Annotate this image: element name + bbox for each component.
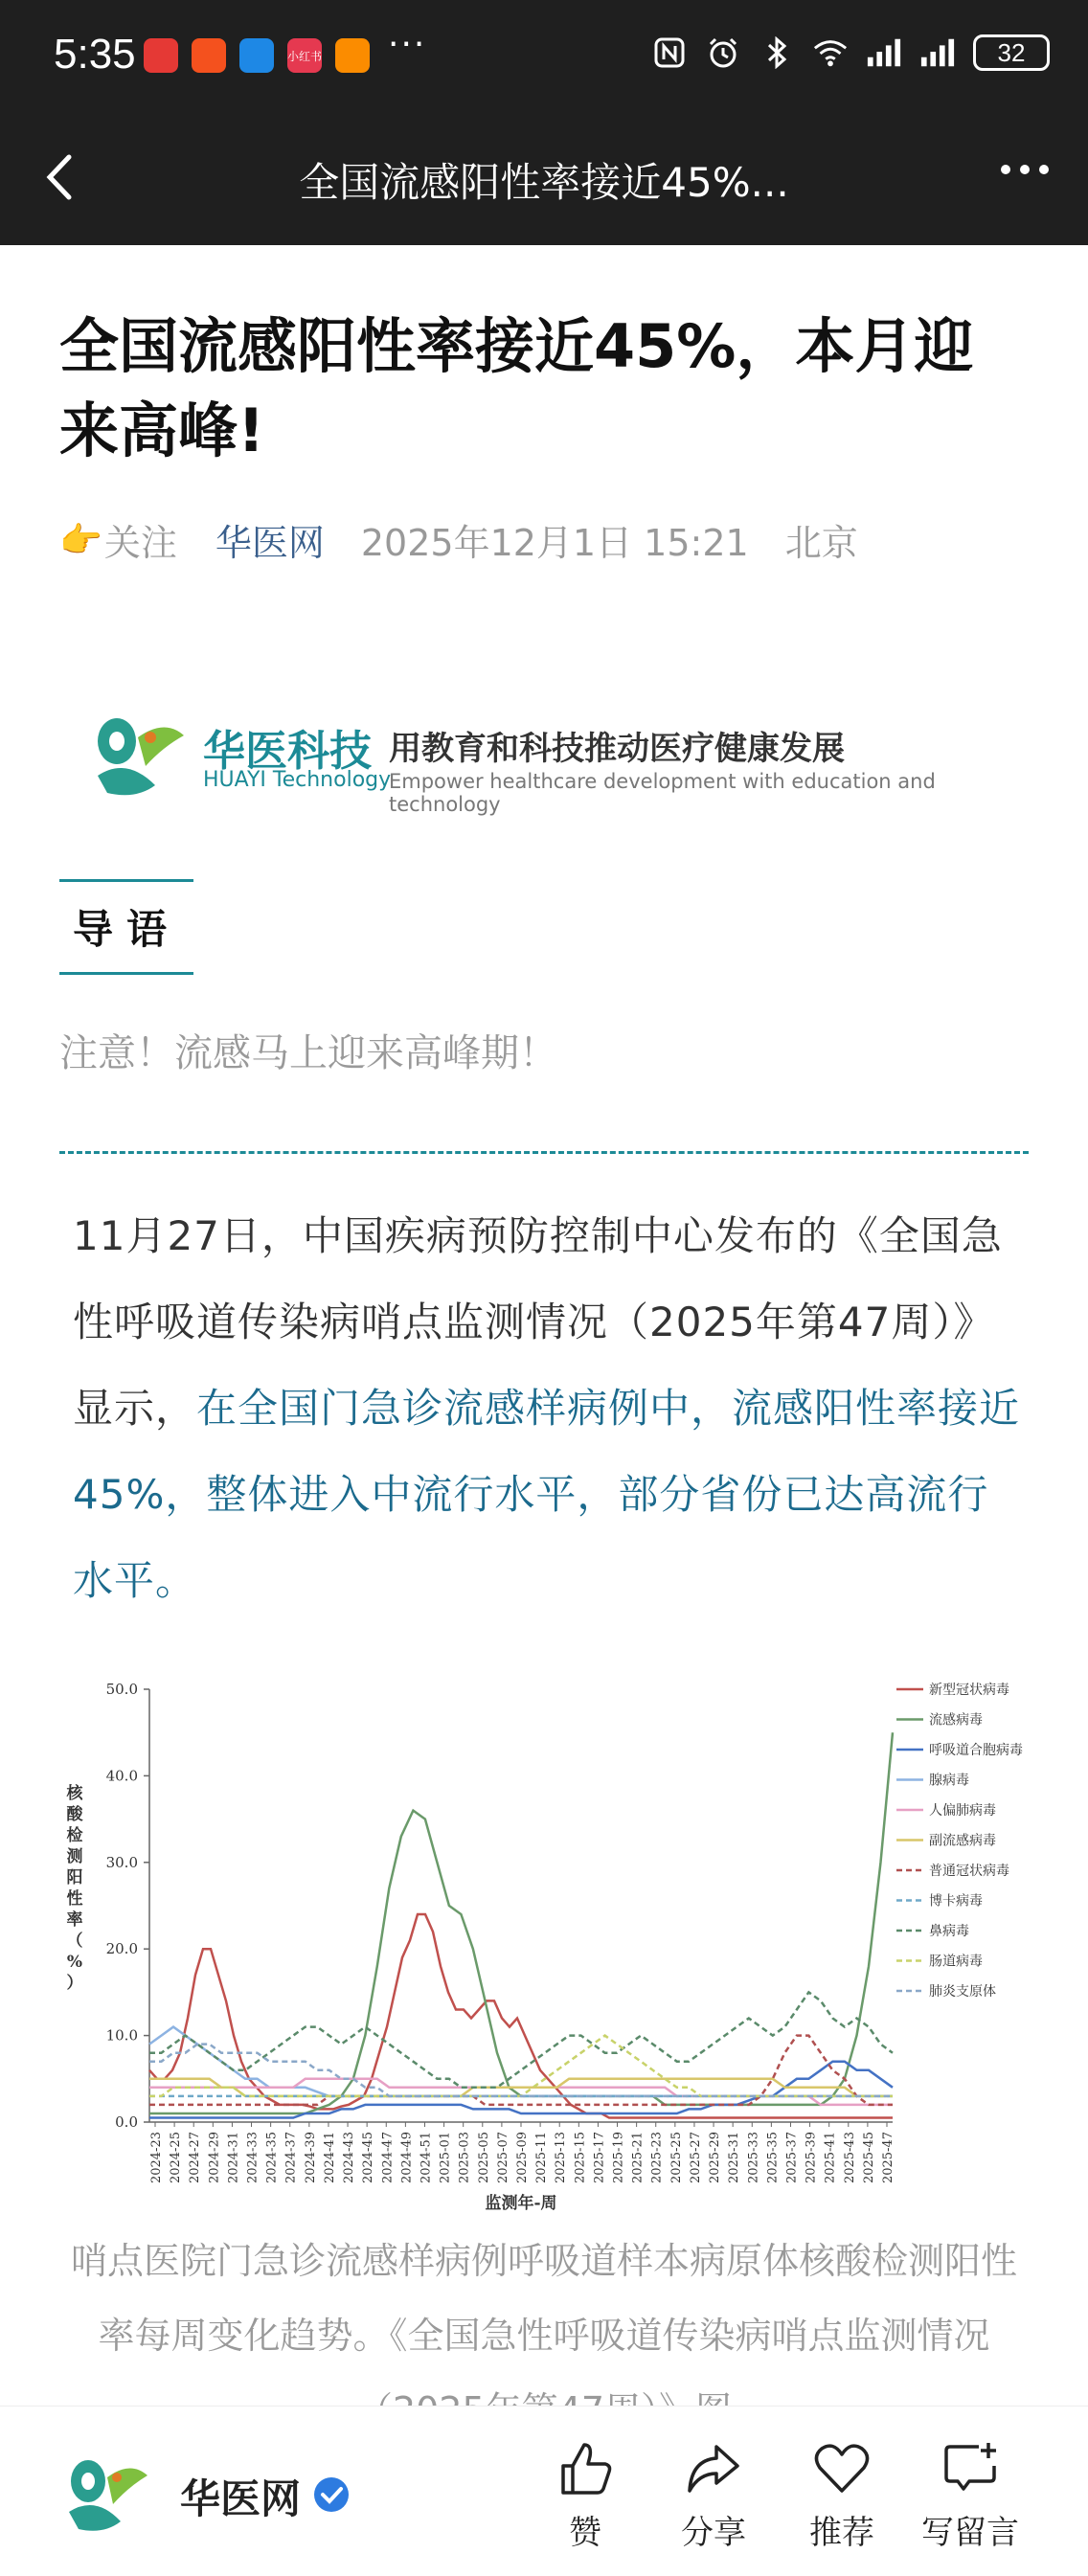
x-tick-label: 2025-35 xyxy=(765,2132,781,2184)
back-arrow-icon xyxy=(29,144,96,211)
legend-label: 博卡病毒 xyxy=(929,1893,983,1909)
alarm-icon xyxy=(705,34,741,71)
legend-label: 普通冠状病毒 xyxy=(929,1864,1009,1879)
chart-caption: 哨点医院门急诊流感样病例呼吸道样本病原体核酸检测阳性率每周变化趋势。《全国急性呼吸道传染病哨点监测情况 xyxy=(70,2240,1017,2357)
slogan-cn: 用教育和科技推动医疗健康发展 xyxy=(389,730,845,768)
x-tick-label: 2025-11 xyxy=(534,2132,550,2184)
legend-label: 鼻病毒 xyxy=(929,1924,969,1939)
article-title: 全国流感阳性率接近45%，本月迎来高峰! xyxy=(59,311,974,465)
top-nav-bar xyxy=(0,113,1088,245)
blue-app-icon xyxy=(239,38,274,73)
signal-icon-1 xyxy=(866,34,902,71)
x-tick-label: 2024-31 xyxy=(226,2132,241,2184)
x-axis-label: 监测年-周 xyxy=(485,2194,557,2213)
x-tick-label: 2025-33 xyxy=(746,2132,761,2184)
dashed-divider xyxy=(59,1151,1029,1154)
x-tick-label: 2025-05 xyxy=(476,2132,491,2184)
thumbs-up-icon xyxy=(555,2439,615,2498)
x-tick-label: 2025-07 xyxy=(495,2132,510,2184)
x-tick-label: 2025-03 xyxy=(457,2132,472,2184)
y-axis-label-char: 率 xyxy=(66,1910,83,1930)
orange-app-icon xyxy=(192,38,226,73)
hand-pointer-icon: 👉 xyxy=(59,520,102,560)
x-tick-label: 2024-27 xyxy=(188,2132,203,2184)
huayi-logo-icon xyxy=(88,709,193,804)
share-arrow-icon xyxy=(684,2439,743,2498)
system-icons xyxy=(651,34,1050,71)
more-options-button[interactable] xyxy=(996,151,1054,199)
nav-title: 全国流感阳性率接近45%... xyxy=(299,159,789,206)
recommend-label: 推荐 xyxy=(809,2514,874,2552)
clock: 5:35 xyxy=(54,31,136,78)
x-tick-label: 2025-27 xyxy=(688,2132,703,2184)
x-tick-label: 2024-41 xyxy=(322,2132,337,2184)
lead-heading: 导语 xyxy=(59,879,193,975)
legend-label: 肺炎支原体 xyxy=(929,1984,996,2000)
y-tick-label: 0.0 xyxy=(115,2113,138,2131)
x-tick-label: 2024-49 xyxy=(399,2132,415,2184)
publish-location: 北京 xyxy=(784,522,858,564)
publish-date: 2025年12月1日 15:21 xyxy=(360,522,749,564)
verified-badge-icon xyxy=(312,2475,351,2514)
share-label: 分享 xyxy=(681,2514,746,2552)
legend-label: 人偏肺病毒 xyxy=(929,1803,996,1819)
follow-button[interactable]: 关注 xyxy=(103,522,177,564)
x-tick-label: 2024-37 xyxy=(283,2132,299,2184)
x-tick-label: 2025-45 xyxy=(861,2132,876,2184)
comment-button[interactable] xyxy=(918,2439,1023,2553)
y-tick-label: 10.0 xyxy=(105,2026,138,2045)
recommend-button[interactable] xyxy=(789,2439,895,2553)
y-tick-label: 40.0 xyxy=(105,1767,138,1785)
series-line-9 xyxy=(149,1992,893,2087)
legend-label: 呼吸道合胞病毒 xyxy=(929,1743,1023,1758)
bluetooth-icon xyxy=(759,34,795,71)
x-tick-label: 2024-47 xyxy=(380,2132,396,2184)
y-axis-label-char: 酸 xyxy=(66,1805,83,1824)
x-tick-label: 2025-29 xyxy=(708,2132,723,2184)
x-tick-label: 2025-41 xyxy=(823,2132,838,2184)
legend-label: 流感病毒 xyxy=(929,1712,983,1729)
x-tick-label: 2025-19 xyxy=(611,2132,626,2184)
wifi-icon xyxy=(812,34,849,71)
series-line-2 xyxy=(149,1732,893,2113)
legend-label: 腺病毒 xyxy=(929,1773,969,1789)
y-axis-label-char: 阳 xyxy=(66,1868,83,1887)
paragraph-highlight: 在全国门急诊流感样病例中，流感阳性率接近45%，整体进入中流行水平，部分省份已达高流行水平。 xyxy=(73,1385,1021,1604)
x-tick-label: 2024-25 xyxy=(169,2132,184,2184)
share-button[interactable] xyxy=(661,2439,766,2553)
x-tick-label: 2024-29 xyxy=(207,2132,222,2184)
bottom-action-bar xyxy=(0,2406,1088,2576)
xiaohongshu-icon: 小红书 xyxy=(287,38,322,73)
x-tick-label: 2024-23 xyxy=(149,2132,164,2184)
x-tick-label: 2024-33 xyxy=(245,2132,261,2184)
lead-text: 注意！流感马上迎来高峰期！ xyxy=(59,1031,557,1075)
nfc-icon xyxy=(651,34,688,71)
x-tick-label: 2025-25 xyxy=(669,2132,684,2184)
x-tick-label: 2025-15 xyxy=(573,2132,588,2184)
y-axis-label-char: % xyxy=(66,1953,83,1972)
y-axis-label-char: 核 xyxy=(66,1784,83,1803)
comment-add-icon xyxy=(941,2439,1000,2498)
article-meta xyxy=(59,513,858,566)
notification-icons xyxy=(144,38,370,73)
brand-name-cn: 华医科技 xyxy=(203,727,372,776)
y-axis-label-char: （ xyxy=(66,1932,83,1951)
status-bar xyxy=(0,0,1088,113)
x-tick-label: 2025-47 xyxy=(881,2132,895,2184)
y-axis-label-char: 测 xyxy=(66,1847,83,1866)
brand-name-en: HUAYI Technology xyxy=(203,768,392,792)
x-tick-label: 2024-39 xyxy=(303,2132,318,2184)
series-line-3 xyxy=(149,2062,893,2118)
x-tick-label: 2025-17 xyxy=(592,2132,607,2184)
signal-icon-2 xyxy=(919,34,956,71)
x-tick-label: 2025-13 xyxy=(554,2132,569,2184)
x-tick-label: 2025-01 xyxy=(438,2132,453,2184)
y-axis-label-char: 性 xyxy=(66,1889,83,1909)
slogan-en: Empower healthcare development with education and technology xyxy=(389,770,936,816)
huayi-banner xyxy=(88,709,1008,816)
like-button[interactable] xyxy=(533,2439,638,2553)
legend-label: 肠道病毒 xyxy=(929,1954,983,1970)
y-tick-label: 30.0 xyxy=(105,1853,138,1871)
positivity-trend-chart xyxy=(54,1664,1040,2220)
y-tick-label: 20.0 xyxy=(105,1940,138,1958)
chart-svg xyxy=(54,1664,1040,2220)
battery-indicator: 32 xyxy=(973,34,1050,71)
x-tick-label: 2025-43 xyxy=(842,2132,857,2184)
x-tick-label: 2024-43 xyxy=(342,2132,357,2184)
series-line-7 xyxy=(149,2036,893,2105)
author-avatar-icon[interactable] xyxy=(61,2452,153,2539)
back-button[interactable] xyxy=(29,144,96,211)
x-tick-label: 2025-23 xyxy=(649,2132,665,2184)
article-paragraph xyxy=(73,1193,1027,1624)
x-tick-label: 2025-37 xyxy=(784,2132,800,2184)
heart-icon xyxy=(812,2439,872,2498)
y-axis-label-char: 检 xyxy=(66,1826,83,1845)
legend-label: 副流感病毒 xyxy=(929,1833,996,1849)
paragraph-text: 11月27日，中国疾病预防控制中心发布的《全国急性呼吸道传染病哨点监测情况（2025年第47周）》显示， xyxy=(73,1212,1003,1432)
source-link[interactable]: 华医网 xyxy=(215,522,325,564)
legend-label: 新型冠状病毒 xyxy=(929,1683,1009,1698)
comment-label: 写留言 xyxy=(921,2514,1019,2552)
x-tick-label: 2024-35 xyxy=(264,2132,280,2184)
red-app-icon xyxy=(144,38,178,73)
x-tick-label: 2025-39 xyxy=(804,2132,819,2184)
more-dots-icon xyxy=(996,160,1054,179)
play-app-icon xyxy=(335,38,370,73)
like-label: 赞 xyxy=(569,2514,601,2552)
author-name[interactable]: 华医网 xyxy=(180,2475,302,2522)
y-axis-label-char: ） xyxy=(66,1974,83,1993)
x-tick-label: 2024-51 xyxy=(419,2132,434,2184)
more-notifications-icon: ··· xyxy=(388,25,427,64)
x-tick-label: 2025-09 xyxy=(515,2132,530,2184)
y-tick-label: 50.0 xyxy=(105,1681,138,1698)
x-tick-label: 2024-45 xyxy=(361,2132,376,2184)
x-tick-label: 2025-31 xyxy=(727,2132,742,2184)
x-tick-label: 2025-21 xyxy=(630,2132,646,2184)
